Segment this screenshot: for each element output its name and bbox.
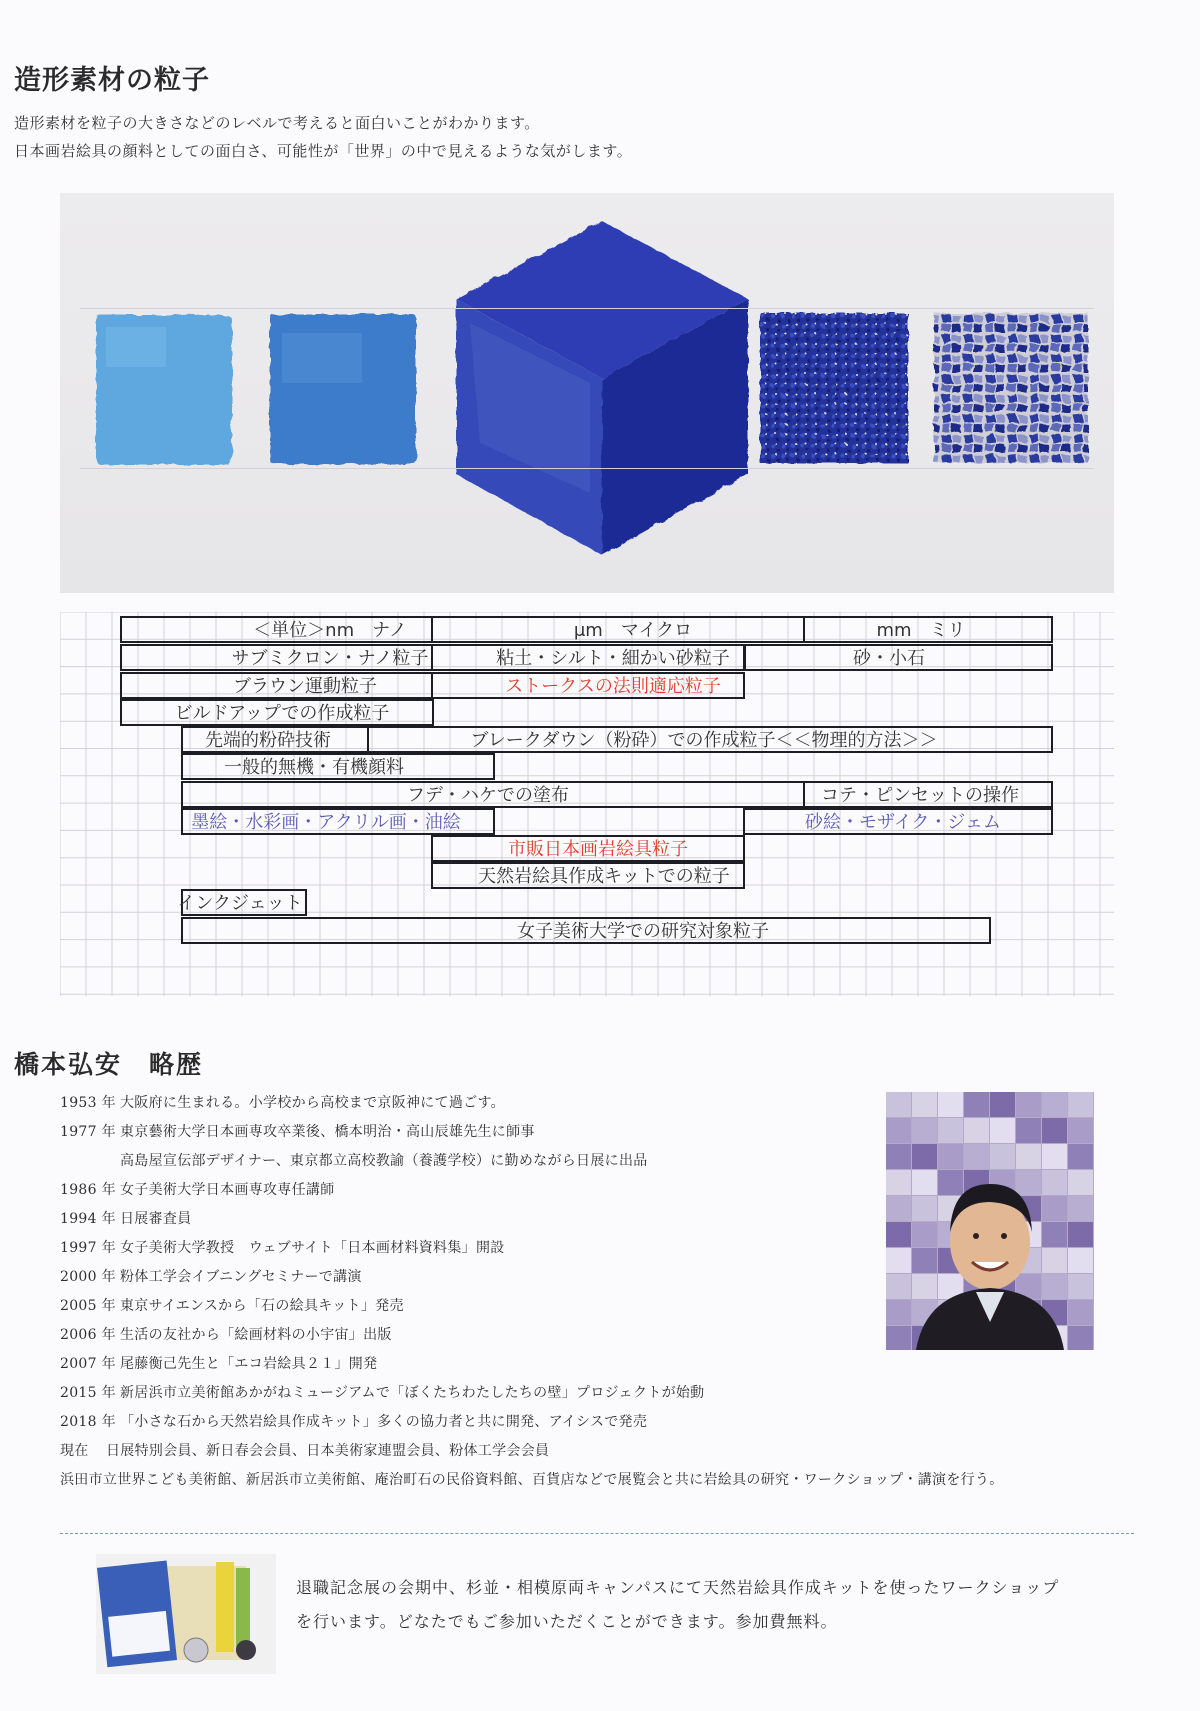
- bio-text: 高島屋宣伝部デザイナー、東京都立高校教諭（養護学校）に勤めながら日展に出品: [120, 1153, 648, 1169]
- chart-cell-label: サブミクロン・ナノ粒子: [231, 648, 429, 669]
- bio-entry: [60, 1121, 535, 1141]
- chart-cell-label: ブラウン運動粒子: [233, 676, 377, 697]
- chart-cell-label: 砂・小石: [853, 648, 925, 669]
- bio-text: 東京藝術大学日本画専攻卒業後、橋本明治・高山辰雄先生に師事: [120, 1124, 535, 1140]
- coarse-pigment-sample: [760, 313, 908, 463]
- bio-year: 2000 年: [60, 1269, 116, 1285]
- chart-cell-label: インクジェット: [177, 893, 303, 914]
- bio-text: 日展審査員: [120, 1211, 192, 1227]
- chart-cell-label: ＜単位＞nm ナノ: [253, 620, 407, 641]
- chart-cell-label: 女子美術大学での研究対象粒子: [517, 921, 769, 942]
- chart-cell-label: コテ・ピンセットの操作: [821, 785, 1019, 806]
- chart-cell-label: 墨絵・水彩画・アクリル画・油絵: [191, 812, 461, 833]
- bio-text: 「小さな石から天然岩絵具作成キット」多くの協力者と共に開発、アイシスで発売: [120, 1414, 648, 1430]
- bio-year: 2018 年: [60, 1414, 116, 1430]
- intro-line-2: 日本画岩絵具の顔料としての面白さ、可能性が「世界」の中で見えるような気がします。: [14, 142, 633, 160]
- bio-entry: [60, 1092, 505, 1112]
- bio-entry: [60, 1353, 377, 1373]
- pigment-particle-photo: [60, 193, 1114, 593]
- bio-entry: [60, 1179, 335, 1199]
- bio-entry: [60, 1324, 392, 1344]
- chart-cell-label: ビルドアップでの作成粒子: [174, 703, 390, 724]
- pigment-cube: [456, 221, 748, 555]
- chart-cell-label: 砂絵・モザイク・ジェム: [804, 812, 1002, 833]
- bio-year: 2007 年: [60, 1356, 116, 1372]
- workshop-notice-line-2: を行います。どなたでもご参加いただくことができます。参加費無料。: [296, 1612, 838, 1631]
- kit-photo: [96, 1554, 276, 1674]
- chart-cell-label: mm ミリ: [876, 620, 966, 641]
- bio-text: 大阪府に生まれる。小学校から高校まで京阪神にて過ごす。: [120, 1095, 505, 1111]
- bio-year: 2005 年: [60, 1298, 116, 1314]
- page-title: 造形素材の粒子: [14, 65, 210, 96]
- chart-cell-label: 先端的粉砕技術: [205, 730, 331, 751]
- chart-cell-label: 天然岩絵具作成キットでの粒子: [478, 866, 730, 887]
- stone-fragments-sample: [934, 313, 1088, 463]
- bio-entry: [60, 1208, 192, 1228]
- section-divider: [60, 1533, 1134, 1534]
- chart-cell-label: 市販日本画岩絵具粒子: [508, 839, 688, 860]
- bio-year: 2006 年: [60, 1327, 116, 1343]
- bio-text: 女子美術大学教授 ウェブサイト「日本画材料資料集」開設: [120, 1240, 505, 1256]
- chart-grid: [60, 612, 1114, 996]
- portrait-photo: [886, 1092, 1094, 1350]
- bio-year: 1953 年: [60, 1095, 116, 1111]
- bio-entry: [60, 1295, 404, 1315]
- particle-scale-chart: [60, 612, 1114, 996]
- bio-year: 現在: [60, 1443, 89, 1459]
- bio-year: 1997 年: [60, 1240, 116, 1256]
- bio-year: 1986 年: [60, 1182, 116, 1198]
- bio-text: 粉体工学会イブニングセミナーで講演: [120, 1269, 362, 1285]
- bio-entry: [60, 1237, 505, 1257]
- chart-cell-label: 一般的無機・有機顔料: [224, 757, 404, 778]
- bio-entry: [60, 1411, 647, 1431]
- bio-text: 浜田市立世界こども美術館、新居浜市立美術館、庵治町石の民俗資料館、百貨店などで展覧会と共に岩絵具の研究・ワークショップ・講演を行う。: [60, 1472, 1004, 1488]
- bio-entry: [60, 1382, 704, 1402]
- intro-line-1: 造形素材を粒子の大きさなどのレベルで考えると面白いことがわかります。: [14, 114, 540, 132]
- chart-cell-label: フデ・ハケでの塗布: [407, 785, 569, 806]
- bio-text: 生活の友社から「絵画材料の小宇宙」出版: [120, 1327, 392, 1343]
- bio-text: 東京サイエンスから「石の絵具キット」発売: [120, 1298, 404, 1314]
- chart-cell-label: μm マイクロ: [573, 620, 693, 641]
- bio-title: 橋本弘安 略歴: [14, 1050, 204, 1079]
- pigment-samples: [60, 193, 1114, 593]
- bio-text: 日展特別会員、新日春会会員、日本美術家連盟会員、粉体工学会会員: [106, 1443, 550, 1459]
- chart-cell-label: ストークスの法則適応粒子: [505, 676, 721, 697]
- workshop-notice-line-1: 退職記念展の会期中、杉並・相模原両キャンパスにて天然岩絵具作成キットを使ったワークショップ: [296, 1578, 1060, 1597]
- chart-cell-label: 粘土・シルト・細かい砂粒子: [496, 648, 730, 669]
- bio-text: 女子美術大学日本画専攻専任講師: [120, 1182, 335, 1198]
- bio-text: 新居浜市立美術館あかがねミュージアムで「ぼくたちわたしたちの壁」プロジェクトが始動: [120, 1385, 705, 1401]
- bio-text: 尾藤衡己先生と「エコ岩絵具２１」開発: [120, 1356, 378, 1372]
- bio-entry: [60, 1469, 1004, 1489]
- bio-entry: [60, 1440, 549, 1460]
- bio-year: 1977 年: [60, 1124, 116, 1140]
- chart-cell-label: ブレークダウン（粉砕）での作成粒子＜＜物理的方法＞＞: [470, 730, 938, 751]
- bio-entry: [120, 1150, 648, 1170]
- bio-year: 1994 年: [60, 1211, 116, 1227]
- bio-entry: [60, 1266, 362, 1286]
- bio-year: 2015 年: [60, 1385, 116, 1401]
